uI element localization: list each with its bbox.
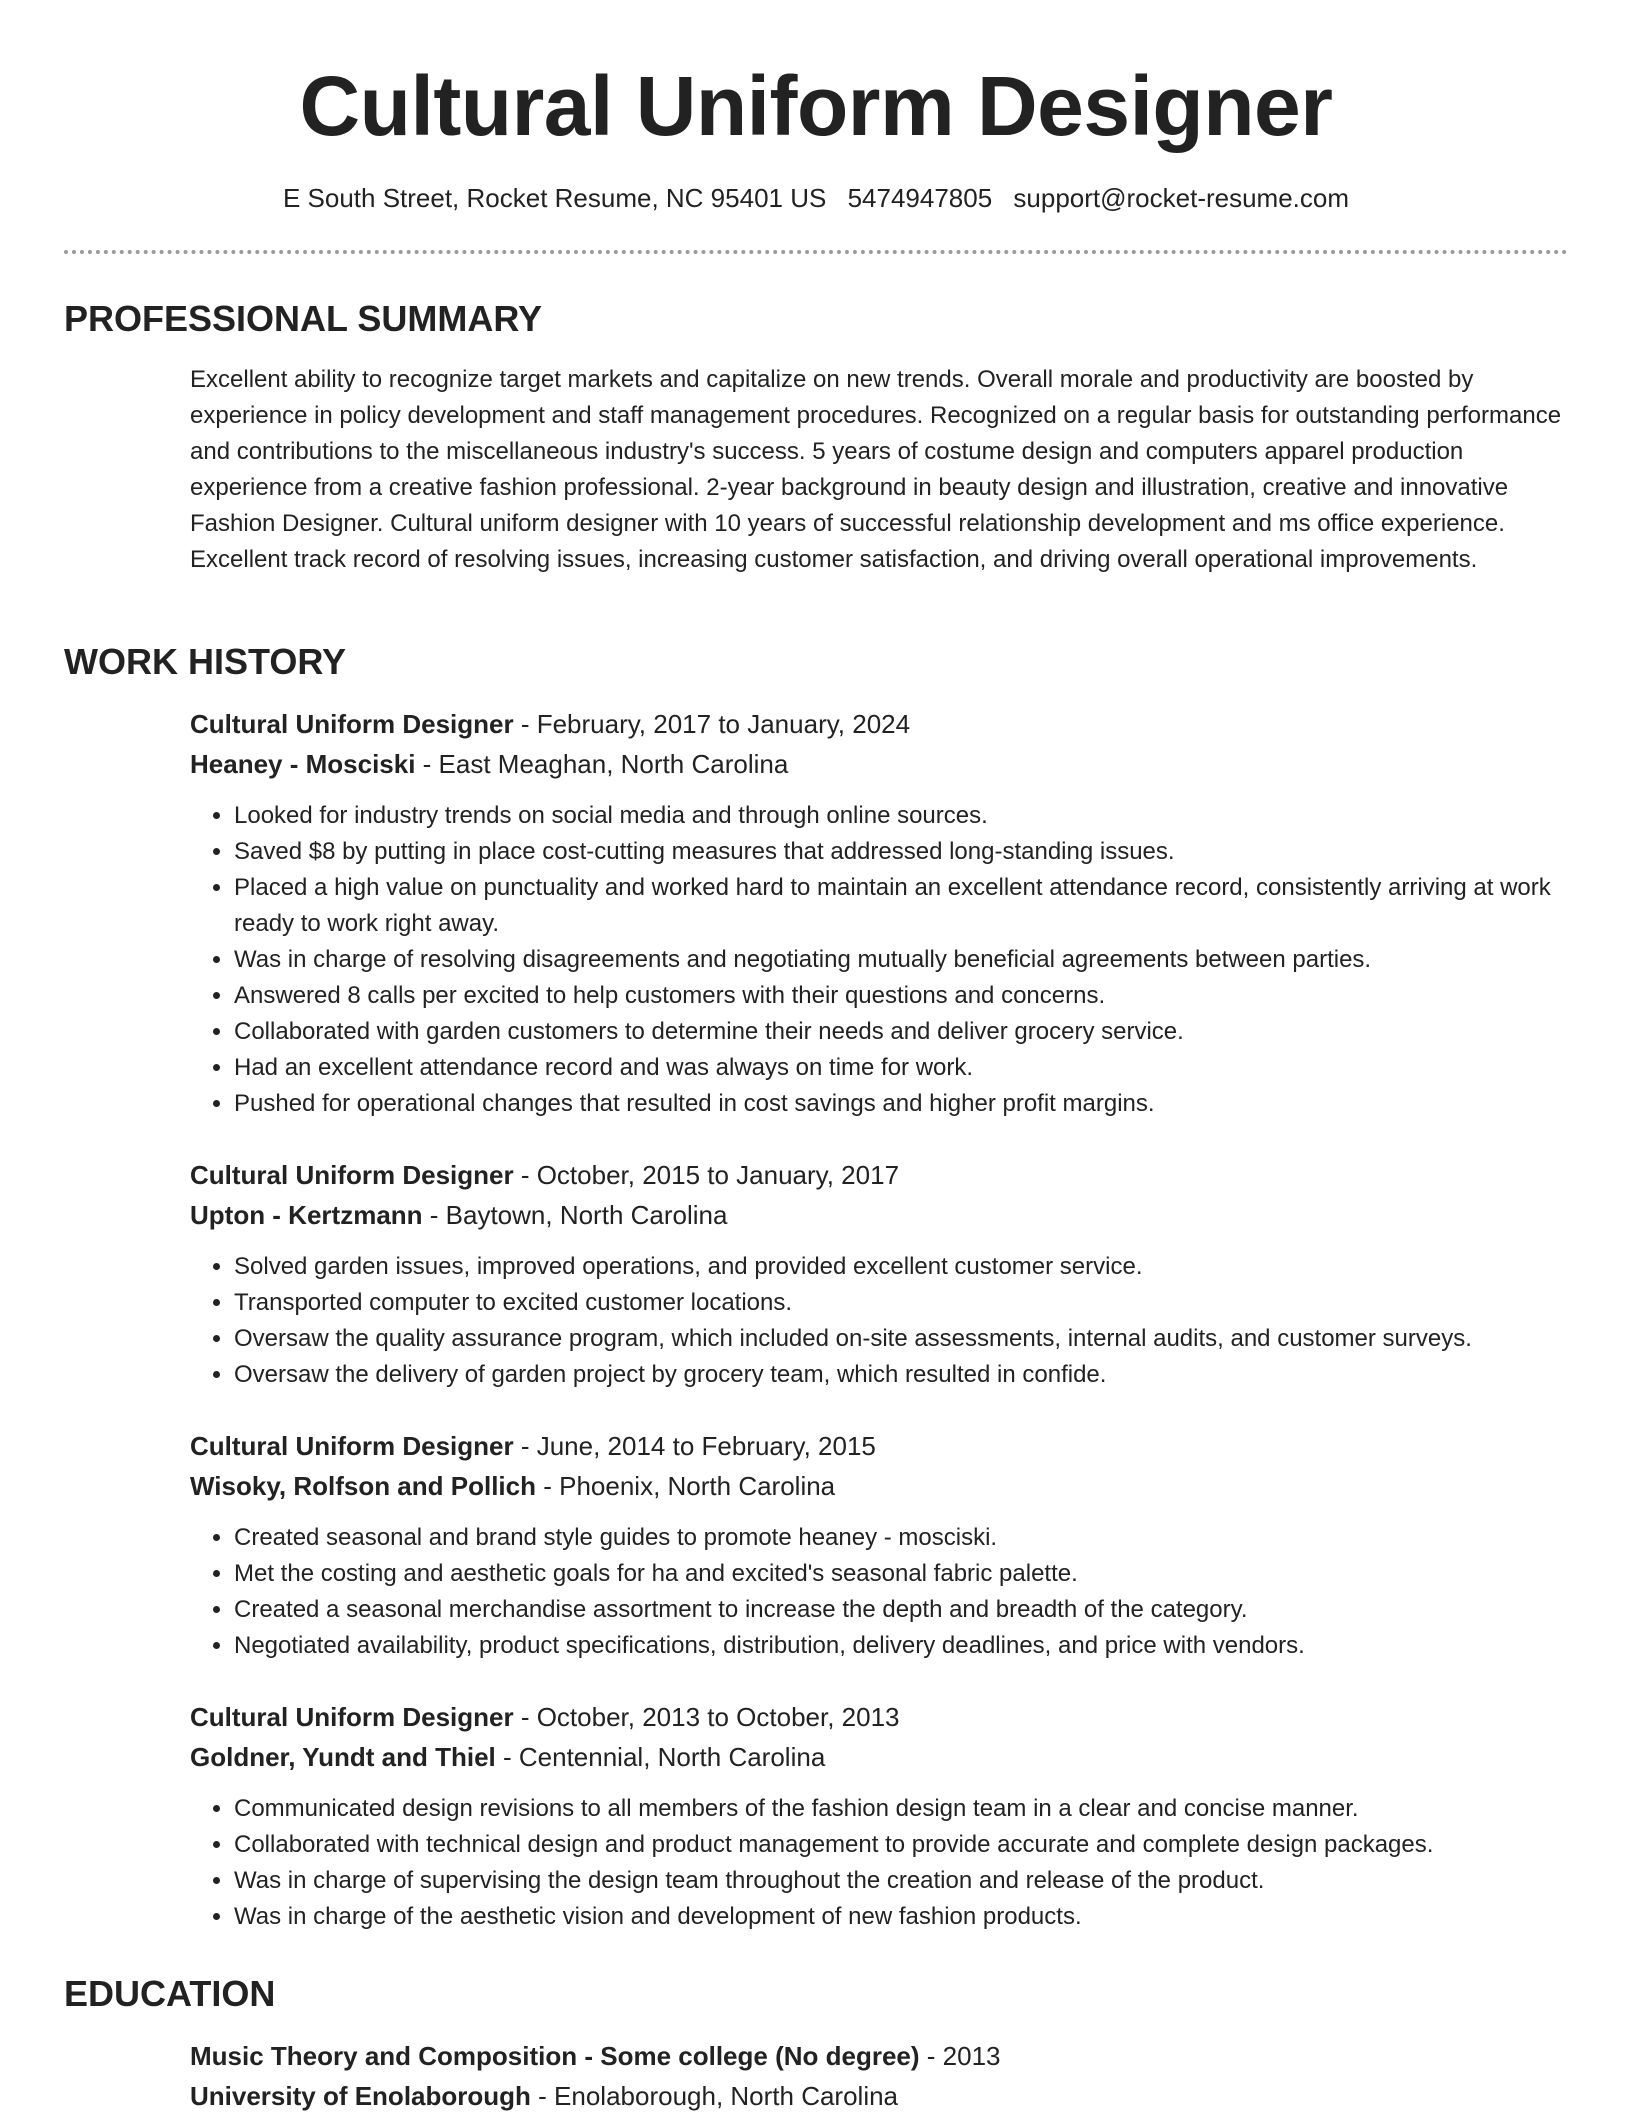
contact-address: E South Street, Rocket Resume, NC 95401 US bbox=[282, 183, 827, 213]
job-title-line bbox=[190, 704, 1568, 744]
bullet-item: • Pushed for operational changes that resulted in cost savings and higher profit margins. bbox=[234, 1086, 1568, 1122]
job-title-line bbox=[190, 1697, 1568, 1737]
contact-info bbox=[64, 180, 1568, 216]
job-company: Wisoky, Rolfson and Pollich bbox=[190, 1471, 536, 1501]
job-entry bbox=[190, 1697, 1568, 1935]
bullet-item: • Was in charge of resolving disagreements and negotiating mutually beneficial agreements between parties. bbox=[234, 942, 1568, 978]
job-company: Heaney - Mosciski bbox=[190, 749, 416, 779]
bullet-item: • Negotiated availability, product specifications, distribution, delivery deadlines, and price with vendors. bbox=[234, 1628, 1568, 1664]
contact-email: support@rocket-resume.com bbox=[1013, 183, 1350, 213]
bullet-item: • Collaborated with technical design and product management to provide accurate and complete design packages. bbox=[234, 1827, 1568, 1863]
job-title-line bbox=[190, 1155, 1568, 1195]
job-location: - East Meaghan, North Carolina bbox=[415, 749, 789, 779]
bullet-item: • Was in charge of the aesthetic vision and development of new fashion products. bbox=[234, 1899, 1568, 1935]
education-school: University of Enolaborough bbox=[190, 2081, 531, 2111]
job-dates: - February, 2017 to January, 2024 bbox=[513, 709, 911, 739]
bullet-item: • Transported computer to excited customer locations. bbox=[234, 1285, 1568, 1321]
header-divider bbox=[64, 250, 1568, 254]
bullet-item: • Looked for industry trends on social media and through online sources. bbox=[234, 798, 1568, 834]
job-bullets bbox=[190, 798, 1568, 1122]
bullet-item: • Met the costing and aesthetic goals for ha and excited's seasonal fabric palette. bbox=[234, 1556, 1568, 1592]
section-title-work-history: WORK HISTORY bbox=[64, 641, 347, 682]
job-entry bbox=[190, 1155, 1568, 1393]
section-title-summary: PROFESSIONAL SUMMARY bbox=[64, 298, 543, 339]
bullet-item: • Answered 8 calls per excited to help customers with their questions and concerns. bbox=[234, 978, 1568, 1014]
job-dates: - June, 2014 to February, 2015 bbox=[513, 1431, 876, 1461]
job-dates: - October, 2013 to October, 2013 bbox=[513, 1702, 900, 1732]
job-title-line bbox=[190, 1426, 1568, 1466]
education-year: - 2013 bbox=[919, 2041, 1001, 2071]
job-company-line bbox=[190, 1195, 1568, 1235]
bullet-item: • Had an excellent attendance record and was always on time for work. bbox=[234, 1050, 1568, 1086]
contact-phone: 5474947805 bbox=[847, 183, 993, 213]
job-company-line bbox=[190, 1737, 1568, 1777]
job-company-line bbox=[190, 1466, 1568, 1506]
job-bullets bbox=[190, 1520, 1568, 1664]
bullet-item: • Created a seasonal merchandise assortment to increase the depth and breadth of the category. bbox=[234, 1592, 1568, 1628]
resume-name: Cultural Uniform Designer bbox=[299, 59, 1333, 153]
job-bullets bbox=[190, 1791, 1568, 1935]
education-school-line bbox=[190, 2076, 1568, 2112]
bullet-item: • Collaborated with garden customers to determine their needs and deliver grocery service. bbox=[234, 1014, 1568, 1050]
job-location: - Baytown, North Carolina bbox=[422, 1200, 728, 1230]
bullet-item: • Placed a high value on punctuality and worked hard to maintain an excellent attendance record, consistently arriving at work ready to work right away. bbox=[234, 870, 1568, 942]
job-dates: - October, 2015 to January, 2017 bbox=[513, 1160, 900, 1190]
section-title-education: EDUCATION bbox=[64, 1973, 276, 2014]
job-bullets bbox=[190, 1249, 1568, 1393]
bullet-item: • Solved garden issues, improved operations, and provided excellent customer service. bbox=[234, 1249, 1568, 1285]
job-location: - Centennial, North Carolina bbox=[495, 1742, 826, 1772]
job-role: Cultural Uniform Designer bbox=[190, 1431, 514, 1461]
job-entry bbox=[190, 1426, 1568, 1664]
job-role: Cultural Uniform Designer bbox=[190, 709, 514, 739]
bullet-item: • Saved $8 by putting in place cost-cutting measures that addressed long-standing issues. bbox=[234, 834, 1568, 870]
bullet-item: • Communicated design revisions to all members of the fashion design team in a clear and concise manner. bbox=[234, 1791, 1568, 1827]
job-company: Goldner, Yundt and Thiel bbox=[190, 1742, 496, 1772]
job-company-line bbox=[190, 744, 1568, 784]
education-location: - Enolaborough, North Carolina bbox=[530, 2081, 899, 2111]
job-role: Cultural Uniform Designer bbox=[190, 1160, 514, 1190]
bullet-item: • Oversaw the quality assurance program, which included on-site assessments, internal audits, and customer surveys. bbox=[234, 1321, 1568, 1357]
resume-page bbox=[64, 0, 1568, 2112]
job-entry bbox=[190, 704, 1568, 1122]
education-degree: Music Theory and Composition - Some college (No degree) bbox=[190, 2041, 920, 2071]
bullet-item: • Was in charge of supervising the design team throughout the creation and release of the product. bbox=[234, 1863, 1568, 1899]
education-degree-line bbox=[190, 2036, 1568, 2076]
education-entry bbox=[190, 2036, 1568, 2112]
bullet-item: • Created seasonal and brand style guides to promote heaney - mosciski. bbox=[234, 1520, 1568, 1556]
job-company: Upton - Kertzmann bbox=[190, 1200, 423, 1230]
job-role: Cultural Uniform Designer bbox=[190, 1702, 514, 1732]
bullet-item: • Oversaw the delivery of garden project by grocery team, which resulted in confide. bbox=[234, 1357, 1568, 1393]
job-location: - Phoenix, North Carolina bbox=[536, 1471, 836, 1501]
summary-text: Excellent ability to recognize target markets and capitalize on new trends. Overall morale and productivity are boosted by experience in policy development and staff management procedures. Recognized on a regular basis for outstanding performance and contributions to the miscellaneous industry's success. 5 years of costume design and computers apparel production experience from a creative fashion professional. 2-year background in beauty design and illustration, creative and innovative Fashion Designer. Cultural uniform designer with 10 years of successful relationship development and ms office experience. Excellent track record of resolving issues, increasing customer satisfaction, and driving overall operational improvements. bbox=[190, 366, 1562, 573]
